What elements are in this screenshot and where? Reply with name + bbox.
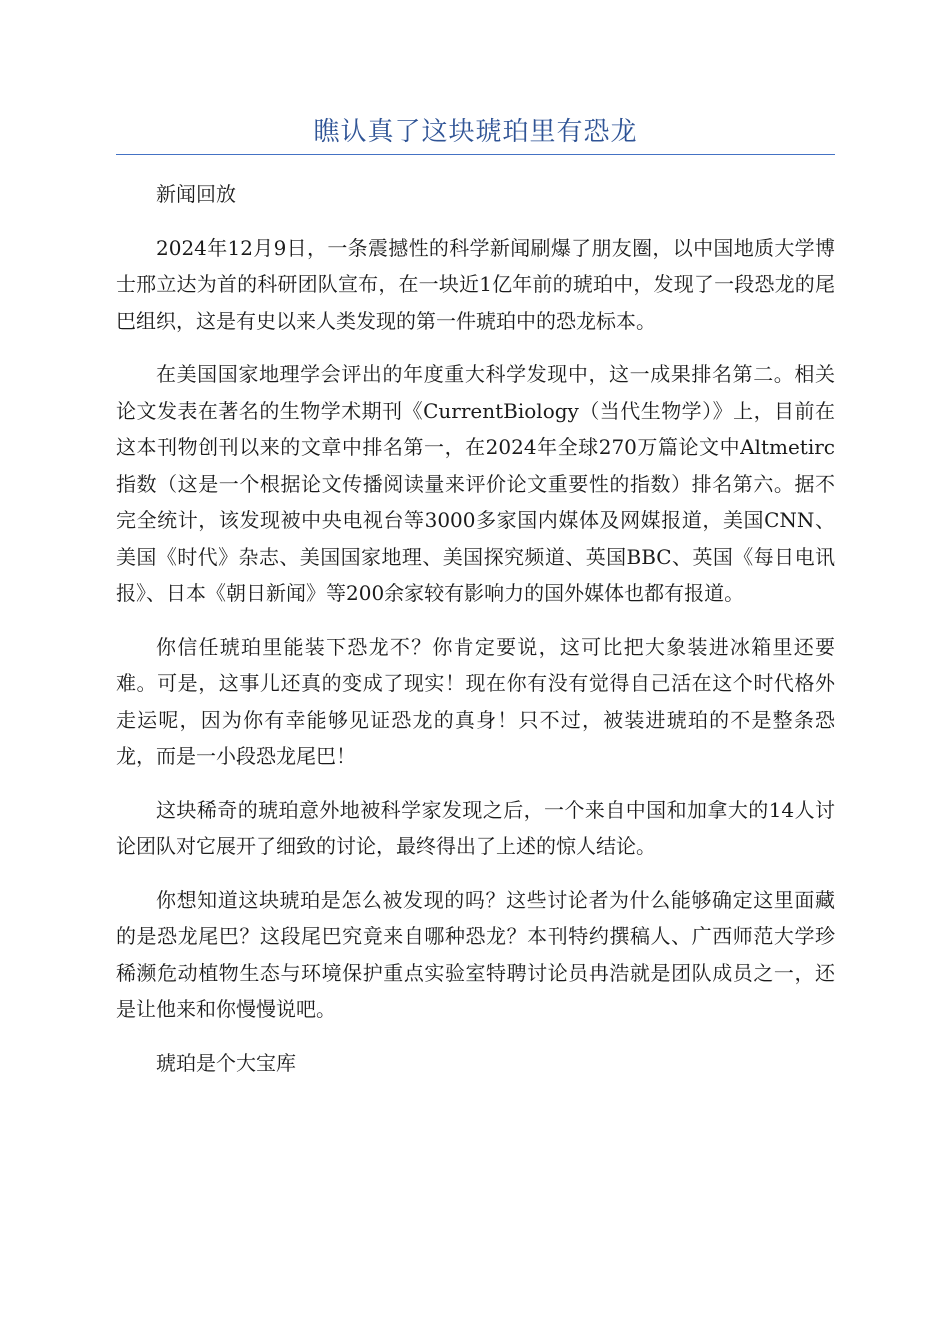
- page-title: 瞧认真了这块琥珀里有恐龙: [313, 117, 638, 147]
- paragraph: 这块稀奇的琥珀意外地被科学家发现之后，一个来自中国和加拿大的14人讨论团队对它展开了细致的讨论，最终得出了上述的惊人结论。: [116, 797, 835, 858]
- section-heading-news-review: 新闻回放: [156, 182, 236, 206]
- document-body: [116, 176, 835, 1098]
- title-underline: [116, 154, 835, 155]
- paragraph: 你信任琥珀里能装下恐龙不？你肯定要说，这可比把大象装进冰箱里还要难。可是，这事儿还真的变成了现实！现在你有没有觉得自己活在这个时代格外走运呢，因为你有幸能够见证恐龙的真身！只不过，被装进琥珀的不是整条恐龙，而是一小段恐龙尾巴！: [116, 634, 835, 768]
- paragraph: 你想知道这块琥珀是怎么被发现的吗？这些讨论者为什么能够确定这里面藏的是恐龙尾巴？这段尾巴究竟来自哪种恐龙？本刊特约撰稿人、广西师范大学珍稀濒危动植物生态与环境保护重点实验室特聘讨论员冉浩就是团队成员之一，还是让他来和你慢慢说吧。: [116, 887, 835, 1021]
- paragraph: 2024年12月9日，一条震撼性的科学新闻刷爆了朋友圈，以中国地质大学博士邢立达为首的科研团队宣布，在一块近1亿年前的琥珀中，发现了一段恐龙的尾巴组织，这是有史以来人类发现的第一件琥珀中的恐龙标本。: [116, 235, 835, 333]
- section-heading-amber-treasure: 琥珀是个大宝库: [156, 1050, 296, 1075]
- document-page: [116, 0, 835, 1344]
- paragraph: 在美国国家地理学会评出的年度重大科学发现中，这一成果排名第二。相关论文发表在著名的生物学术期刊《CurrentBiology（当代生物学）》上，目前在这本刊物创刊以来的文章中排名第一，在2024年全球270万篇论文中Altmetirc指数（这是一个根据论文传播阅读量来评价论文重要性的指数）排名第六。据不完全统计，该发现被中央电视台等3000多家国内媒体及网媒报道，美国CNN、美国《时代》杂志、美国国家地理、美国探究频道、英国BBC、英国《每日电讯报》、日本《朝日新闻》等200余家较有影响力的国外媒体也都有报道。: [116, 362, 835, 605]
